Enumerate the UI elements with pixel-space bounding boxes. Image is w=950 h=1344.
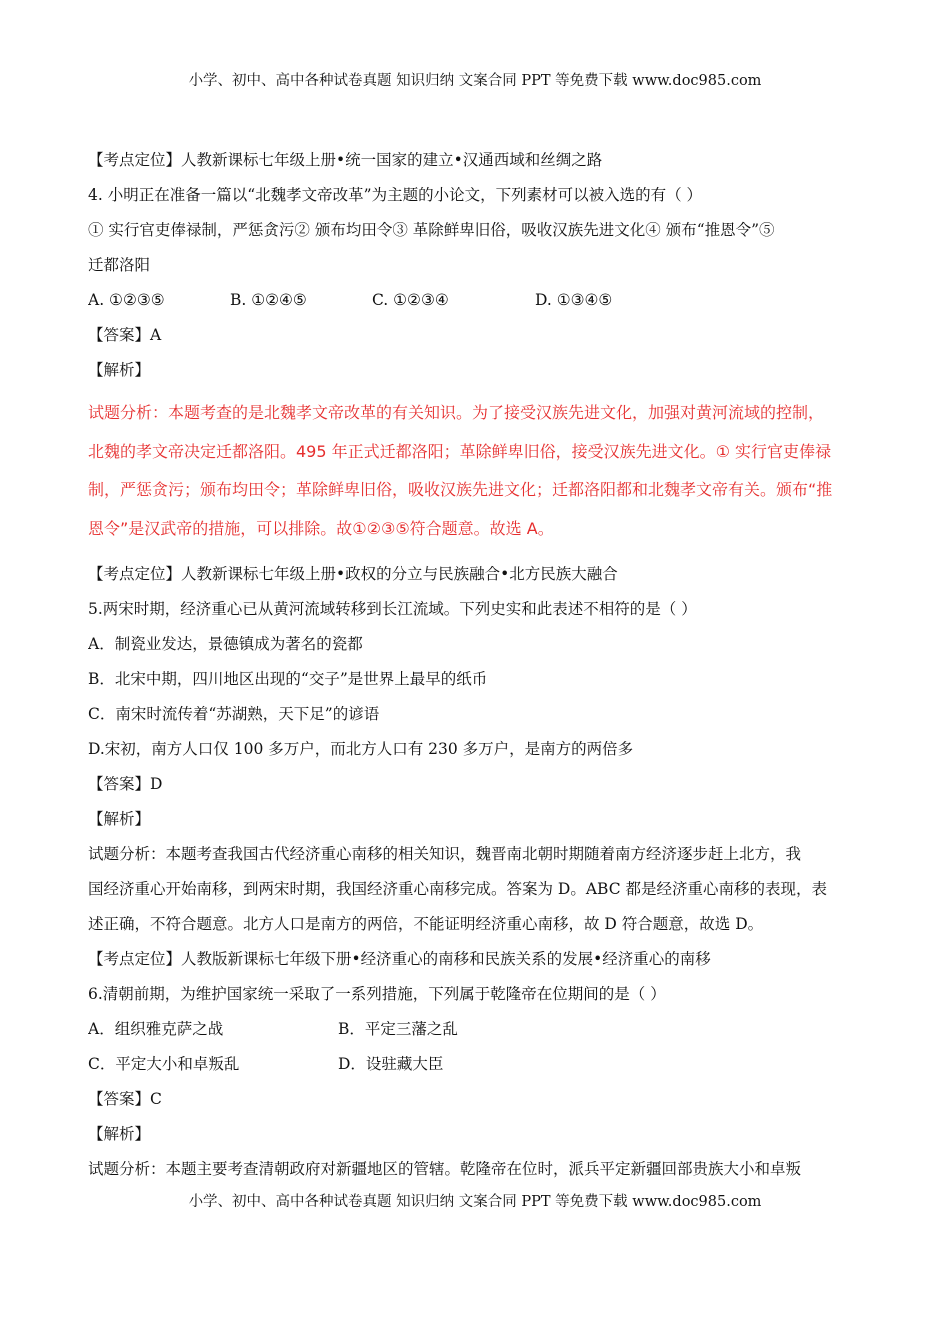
q4-jiexi: 【解析】: [88, 361, 151, 379]
q6-option-d: D．设驻藏大臣: [338, 1055, 444, 1073]
q5-kaodian: 【考点定位】人教版新课标七年级下册•经济重心的南移和民族关系的发展•经济重心的南移: [88, 950, 711, 968]
q5-analysis-line: 国经济重心开始南移，到两宋时期，我国经济重心南移完成。答案为 D。ABC 都是经济重心南移的表现，表: [88, 880, 828, 898]
q5-analysis-line: 述正确，不符合题意。北方人口是南方的两倍，不能证明经济重心南移，故 D 符合题意，故选 D。: [88, 915, 764, 933]
q5-option-a: A．制瓷业发达，景德镇成为著名的瓷都: [88, 635, 363, 653]
q4-analysis-line: 北魏的孝文帝决定迁都洛阳。495 年正式迁都洛阳；革除鲜卑旧俗，接受汉族先进文化。① 实行官吏俸禄: [88, 441, 832, 461]
q5-answer: 【答案】D: [88, 775, 163, 793]
q6-analysis-line: 试题分析：本题主要考查清朝政府对新疆地区的管辖。乾隆帝在位时，派兵平定新疆回部贵族大小和卓叛: [88, 1160, 802, 1178]
q4-option-a: A. ①②③⑤: [88, 291, 165, 309]
page-header: 小学、初中、高中各种试卷真题 知识归纳 文案合同 PPT 等免费下载 www.doc985.com: [188, 73, 762, 89]
q6-options-row1: [88, 1012, 878, 1047]
q4-analysis-line: 制，严惩贪污；颁布均田令；革除鲜卑旧俗，吸收汉族先进文化；迁都洛阳都和北魏孝文帝有关。颁布“推: [88, 480, 833, 499]
q4-analysis-line: 恩令”是汉武帝的措施，可以排除。故①②③⑤符合题意。故选 A。: [88, 518, 554, 538]
q6-options-row2: [88, 1047, 878, 1082]
q6-option-b: B．平定三藩之乱: [338, 1020, 458, 1038]
q6-option-a: A．组织雅克萨之战: [88, 1020, 224, 1038]
q6-answer: 【答案】C: [88, 1090, 162, 1108]
q4-items-line2: 迁都洛阳: [88, 256, 151, 274]
q5-option-c: C．南宋时流传着“苏湖熟，天下足”的谚语: [88, 705, 380, 723]
q6-jiexi: 【解析】: [88, 1125, 151, 1143]
q6-question: 6.清朝前期，为维护国家统一采取了一系列措施，下列属于乾隆帝在位期间的是（ ）: [88, 985, 666, 1003]
q4-question: 4. 小明正在准备一篇以“北魏孝文帝改革”为主题的小论文，下列素材可以被入选的有（ ）: [88, 186, 702, 204]
document-body: [88, 143, 878, 1187]
q5-analysis-line: 试题分析：本题考查我国古代经济重心南移的相关知识，魏晋南北朝时期随着南方经济逐步赶上北方，我: [88, 845, 802, 863]
q4-answer: 【答案】A: [88, 326, 162, 344]
q6-option-c: C．平定大小和卓叛乱: [88, 1055, 240, 1073]
q4-analysis-line: 试题分析：本题考查的是北魏孝文帝改革的有关知识。为了接受汉族先进文化，加强对黄河流域的控制，: [88, 403, 825, 422]
q4-kaodian: 【考点定位】人教新课标七年级上册•政权的分立与民族融合•北方民族大融合: [88, 565, 618, 583]
q3-kaodian: 【考点定位】人教新课标七年级上册•统一国家的建立•汉通西域和丝绸之路: [88, 151, 603, 169]
q5-jiexi: 【解析】: [88, 810, 151, 828]
q4-option-b: B. ①②④⑤: [230, 291, 307, 309]
q5-option-d: D.宋初，南方人口仅 100 多万户，而北方人口有 230 多万户，是南方的两倍多: [88, 740, 634, 758]
q4-items-line1: ① 实行官吏俸禄制，严惩贪污② 颁布均田令③ 革除鲜卑旧俗，吸收汉族先进文化④ 颁布“推恩令”⑤: [88, 221, 775, 239]
q4-option-c: C. ①②③④: [372, 291, 449, 309]
q5-option-b: B．北宋中期，四川地区出现的“交子”是世界上最早的纸币: [88, 670, 488, 688]
q4-option-d: D. ①③④⑤: [535, 291, 613, 309]
q4-options: [88, 283, 878, 318]
q5-question: 5.两宋时期，经济重心已从黄河流域转移到长江流域。下列史实和此表述不相符的是（ ）: [88, 600, 697, 618]
page-footer: 小学、初中、高中各种试卷真题 知识归纳 文案合同 PPT 等免费下载 www.doc985.com: [188, 1194, 762, 1210]
